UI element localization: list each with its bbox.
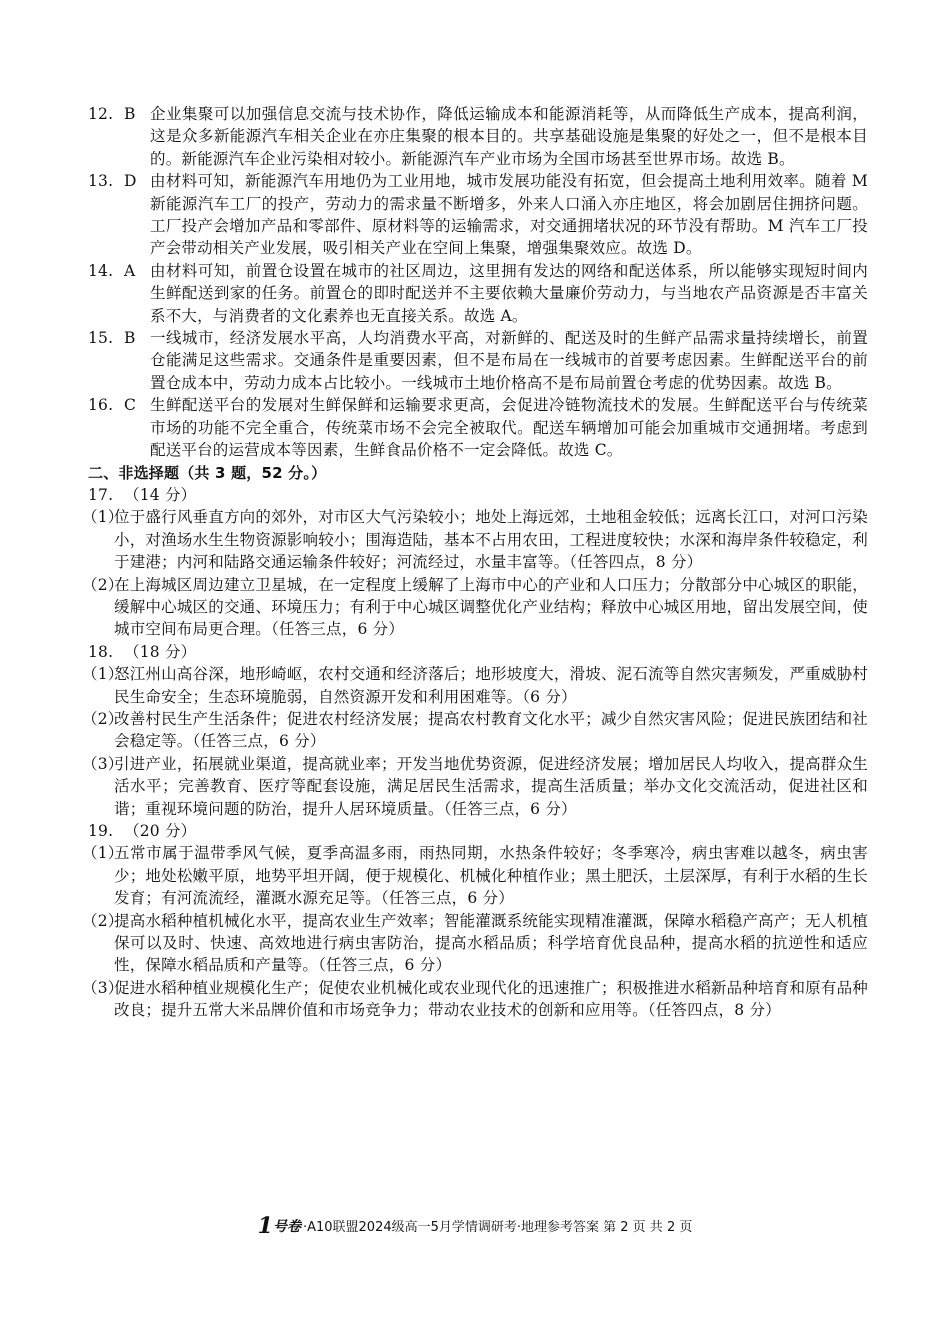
answer-content: [82, 103, 868, 1022]
mc-answer-15: [88, 327, 868, 394]
part-label: （1）: [82, 508, 124, 527]
answer-letter: A: [124, 261, 136, 280]
part-text: 引进产业，拓展就业渠道，提高就业率；开发当地优势资源，促进经济发展；增加居民人均收入，提高群众生活水平；完善教育、医疗等配套设施，满足居民生活需求，提高生活质量；举办文化交流活动，促进社区和谐；重视环境问题的防治，提升人居环境质量。（任答三点，6 分）: [114, 754, 868, 818]
answer-letter: C: [124, 396, 137, 415]
question-number: 15.: [88, 329, 114, 348]
mc-answer-14: [88, 260, 868, 327]
part-label: （1）: [82, 665, 124, 684]
logo-text: 号卷: [272, 1219, 301, 1235]
explanation-text: 企业集聚可以加强信息交流与技术协作，降低运输成本和能源消耗等，从而降低生产成本，提高利润，这是众多新能源汽车相关企业在亦庄集聚的根本目的。共享基础设施是集聚的好处之一，但不是根本目的。新能源汽车企业污染相对较小。新能源汽车产业市场为全国市场甚至世界市场。故选 B。: [150, 105, 868, 168]
question-number: 19.: [88, 822, 114, 840]
part-text: 位于盛行风垂直方向的郊外，对市区大气污染较小；地处上海远郊，土地租金较低；远离长江口，对河口污染小，对渔场水生生物资源影响较小；围海造陆，基本不占用农田，工程进度较快；水深和海岸条件较稳定，利于建港；内河和陆路交通运输条件较好；河流经过，水量丰富等。（任答四点，8 分）: [114, 508, 868, 572]
page-footer: [0, 1213, 950, 1239]
part-label: （3）: [82, 978, 124, 997]
question-17-part-1: [82, 506, 868, 573]
part-text: 提高水稻种植机械化水平，提高农业生产效率；智能灌溉系统能实现精准灌溉，保障水稻稳产高产；无人机植保可以及时、快速、高效地进行病虫害防治，提高水稻品质；科学培育优良品种，提高水稻的抗逆性和适应性，保障水稻品质和产量等。（任答三点，6 分）: [114, 911, 868, 975]
part-label: （1）: [82, 844, 124, 863]
publisher-logo: [257, 1213, 301, 1239]
part-label: （2）: [82, 575, 124, 594]
question-score: （18 分）: [124, 642, 197, 661]
question-number: 16.: [88, 396, 114, 415]
question-18-part-1: [82, 663, 868, 708]
explanation-text: 生鲜配送平台的发展对生鲜保鲜和运输要求更高，会促进冷链物流技术的发展。生鲜配送平台与传统菜市场的功能不完全重合，传统菜市场不会完全被取代。配送车辆增加可能会加重城市交通拥堵。考虑到配送平台的运营成本等因素，生鲜食品价格不一定会降低。故选 C。: [150, 396, 868, 460]
question-17-header: [88, 484, 868, 506]
answer-letter: D: [124, 172, 137, 191]
question-18-part-2: [82, 708, 868, 753]
part-label: （2）: [82, 709, 124, 728]
question-19-part-2: [82, 910, 868, 977]
question-19-part-3: [82, 977, 868, 1022]
question-19-part-1: [82, 842, 868, 909]
logo-mark: 1: [257, 1213, 273, 1239]
section-title: 二、非选择题（共 3 题，52 分。）: [88, 463, 327, 482]
question-number: 12.: [88, 105, 114, 123]
footer-text: ·A10联盟2024级高一5月学情调研考·地理参考答案 第 2 页 共 2 页: [302, 1219, 693, 1235]
part-text: 在上海城区周边建立卫星城，在一定程度上缓解了上海市中心的产业和人口压力；分散部分中心城区的职能，缓解中心城区的交通、环境压力；有利于中心城区调整优化产业结构；释放中心城区用地，留出发展空间，使城市空间布局更合理。（任答三点，6 分）: [114, 575, 868, 639]
question-number: 14.: [88, 261, 114, 280]
answer-letter: B: [124, 105, 136, 123]
mc-answer-13: [88, 170, 868, 260]
question-17-part-2: [82, 574, 868, 641]
explanation-text: 由材料可知，新能源汽车用地仍为工业用地，城市发展功能没有拓宽，但会提高土地利用效率。随着 M 新能源汽车工厂的投产，劳动力的需求量不断增多，外来人口涌入亦庄地区，将会加剧居住拥挤问题。工厂投产会增加产品和零部件、原材料等的运输需求，对交通拥堵状况的环节没有帮助。M 汽车工厂投产会带动相关产业发展，吸引相关产业在空间上集聚，增强集聚效应。故选 D。: [150, 172, 868, 258]
question-score: （14 分）: [124, 485, 197, 504]
part-text: 五常市属于温带季风气候，夏季高温多雨，雨热同期，水热条件较好；冬季寒冷，病虫害难以越冬，病虫害少；地处松嫩平原，地势平坦开阔，便于规模化、机械化种植作业；黑土肥沃，土层深厚，有利于水稻的生长发育；有河流流经，灌溉水源充足等。（任答三点，6 分）: [114, 844, 868, 908]
question-number: 18.: [88, 642, 114, 661]
part-text: 改善村民生产生活条件；促进农村经济发展；提高农村教育文化水平；减少自然灾害风险；促进民族团结和社会稳定等。（任答三点，6 分）: [114, 709, 868, 751]
part-label: （3）: [82, 754, 124, 773]
explanation-text: 一线城市，经济发展水平高，人均消费水平高，对新鲜的、配送及时的生鲜产品需求量持续增长，前置仓能满足这些需求。交通条件是重要因素，但不是布局在一线城市的首要考虑因素。生鲜配送平台的前置仓成本中，劳动力成本占比较小。一线城市土地价格高不是布局前置仓考虑的优势因素。故选 B。: [150, 329, 868, 392]
question-18-part-3: [82, 753, 868, 820]
part-label: （2）: [82, 911, 124, 930]
question-number: 13.: [88, 172, 114, 191]
mc-answer-12: [88, 103, 868, 170]
part-text: 怒江州山高谷深，地形崎岖，农村交通和经济落后；地形坡度大，滑坡、泥石流等自然灾害频发，严重威胁村民生命安全；生态环境脆弱，自然资源开发和利用困难等。（6 分）: [114, 665, 868, 706]
part-text: 促进水稻种植业规模化生产；促使农业机械化或农业现代化的迅速推广；积极推进水稻新品种培育和原有品种改良；提升五常大米品牌价值和市场竞争力；带动农业技术的创新和应用等。（任答四点，8 分）: [114, 978, 868, 1020]
mc-answer-16: [88, 394, 868, 461]
explanation-text: 由材料可知，前置仓设置在城市的社区周边，这里拥有发达的网络和配送体系，所以能够实现短时间内生鲜配送到家的任务。前置仓的即时配送并不主要依赖大量廉价劳动力，与当地农产品资源是否丰富关系不大，与消费者的文化素养也无直接关系。故选 A。: [150, 261, 868, 325]
question-score: （20 分）: [124, 822, 197, 840]
question-18-header: [88, 641, 868, 663]
question-number: 17.: [88, 485, 114, 504]
answer-letter: B: [124, 329, 136, 348]
question-19-header: [88, 820, 868, 842]
